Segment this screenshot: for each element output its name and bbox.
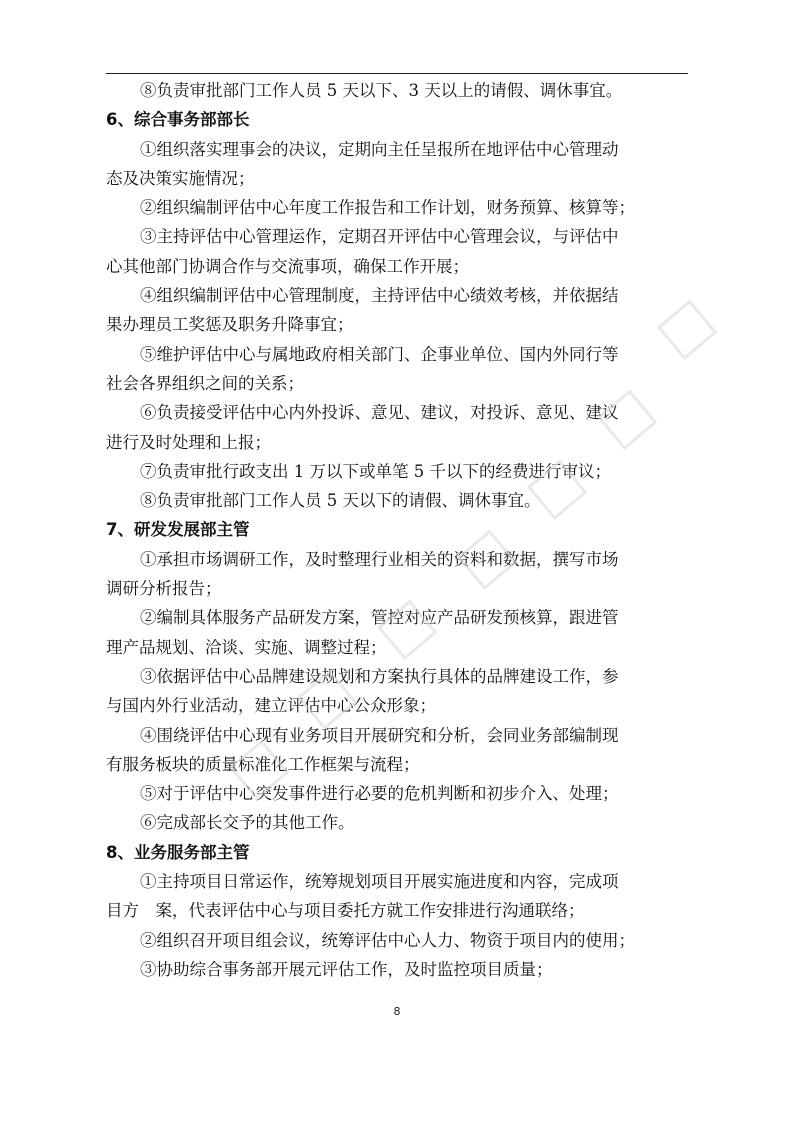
text-line: ③主持评估中心管理运作，定期召开评估中心管理会议，与评估中 xyxy=(140,227,619,247)
text-line: ②编制具体服务产品研发方案，管控对应产品研发预核算，跟进管 xyxy=(140,608,619,628)
section-heading-6: 6、综合事务部部长 xyxy=(106,110,250,130)
text-line: ⑥完成部长交予的其他工作。 xyxy=(140,813,355,833)
text-line: ⑦负责审批行政支出 1 万以下或单笔 5 千以下的经费进行审议； xyxy=(140,461,611,481)
text-line: ⑧负责审批部门工作人员 5 天以下的请假、调休事宜。 xyxy=(140,491,541,511)
text-line: 心其他部门协调合作与交流事项，确保工作开展； xyxy=(106,256,469,276)
text-line: 有服务板块的质量标准化工作框架与流程； xyxy=(106,754,420,774)
section-heading-8: 8、业务服务部主管 xyxy=(106,842,250,862)
text-line: 目方 案，代表评估中心与项目委托方就工作安排进行沟通联络； xyxy=(106,901,585,921)
text-line: ③协助综合事务部开展元评估工作，及时监控项目质量； xyxy=(140,959,553,979)
text-line: 调研分析报告； xyxy=(106,579,222,599)
text-line: ①组织落实理事会的决议，定期向主任呈报所在地评估中心管理动 xyxy=(140,139,619,159)
text-line: ⑤对于评估中心突发事件进行必要的危机判断和初步介入、处理； xyxy=(140,784,619,804)
text-line: ②组织编制评估中心年度工作报告和工作计划，财务预算、核算等； xyxy=(140,198,635,218)
text-line: ①承担市场调研工作，及时整理行业相关的资料和数据，撰写市场 xyxy=(140,549,619,569)
text-line: ①主持项目日常运作，统筹规划项目开展实施进度和内容，完成项 xyxy=(140,872,619,892)
body-text xyxy=(106,76,690,984)
text-line: 理产品规划、洽谈、实施、调整过程； xyxy=(106,637,387,657)
header-rule xyxy=(106,73,688,74)
text-line: 社会各界组织之间的关系； xyxy=(106,373,304,393)
text-line: ④围绕评估中心现有业务项目开展研究和分析，会同业务部编制现 xyxy=(140,725,619,745)
section-heading-7: 7、研发发展部主管 xyxy=(106,520,250,540)
page-number: 8 xyxy=(393,1005,401,1018)
text-line: 与国内外行业活动，建立评估中心公众形象； xyxy=(106,696,436,716)
text-line: 进行及时处理和上报； xyxy=(106,432,271,452)
text-line: ⑥负责接受评估中心内外投诉、意见、建议，对投诉、意见、建议 xyxy=(140,403,619,423)
text-line: ②组织召开项目组会议，统筹评估中心人力、物资于项目内的使用； xyxy=(140,930,635,950)
text-line: ⑧负责审批部门工作人员 5 天以下、3 天以上的请假、调休事宜。 xyxy=(140,81,623,100)
text-line: ④组织编制评估中心管理制度，主持评估中心绩效考核，并依据结 xyxy=(140,286,619,306)
text-line: ③依据评估中心品牌建设规划和方案执行具体的品牌建设工作，参 xyxy=(140,666,619,686)
text-line: ⑤维护评估中心与属地政府相关部门、企事业单位、国内外同行等 xyxy=(140,344,619,364)
text-line: 态及决策实施情况； xyxy=(106,168,255,188)
text-line: 果办理员工奖惩及职务升降事宜； xyxy=(106,315,354,335)
